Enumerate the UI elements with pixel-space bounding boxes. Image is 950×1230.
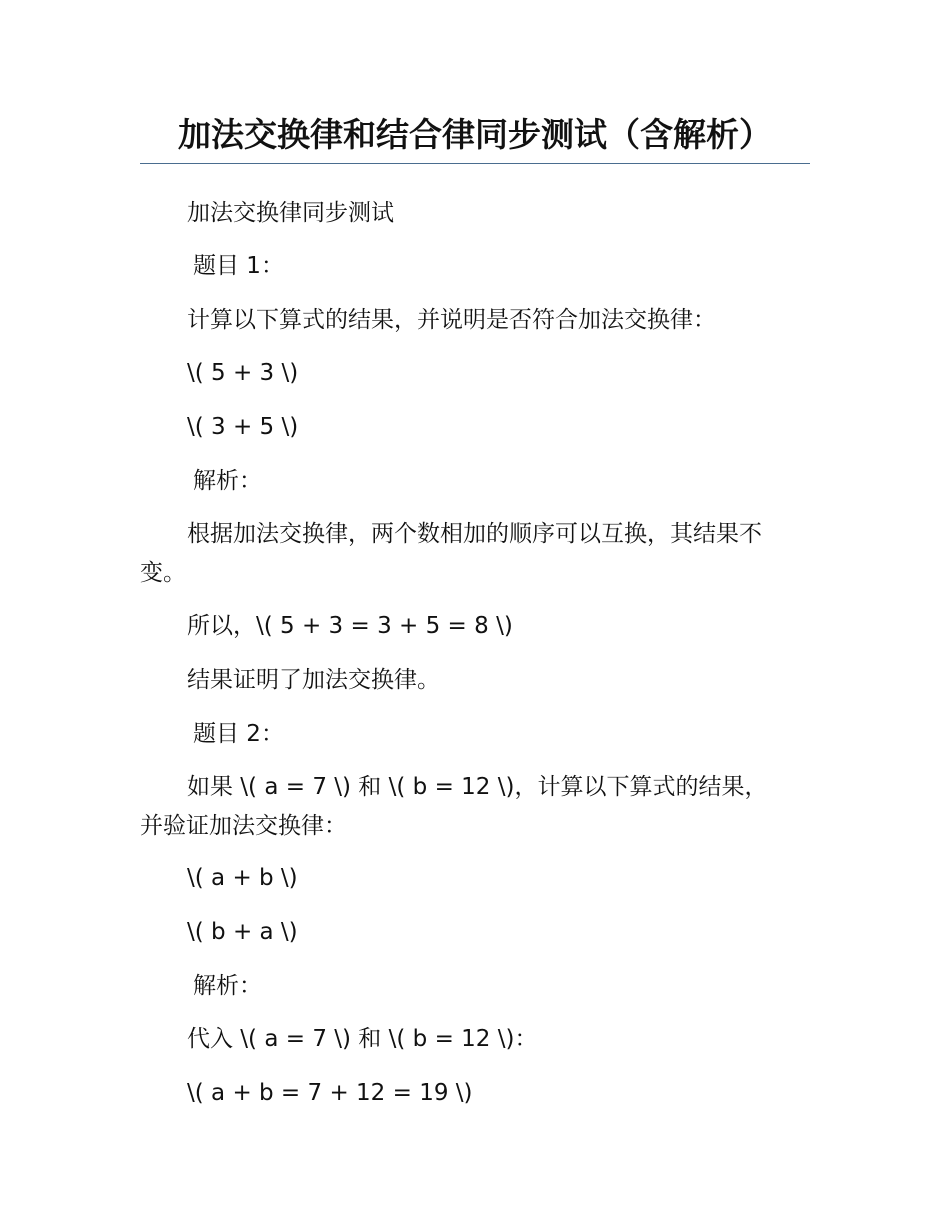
analysis-text-continued: 变。 [140, 560, 186, 586]
substitution-text: 代入 \( a = 7 \) 和 \( b = 12 \)： [187, 1026, 538, 1052]
question-2-label: 题目 2： [193, 721, 284, 747]
question-2-prompt: 如果 \( a = 7 \) 和 \( b = 12 \)，计算以下算式的结果， [187, 774, 768, 800]
section-heading: 加法交换律同步测试 [187, 200, 394, 226]
analysis-text: 根据加法交换律，两个数相加的顺序可以互换，其结果不 [187, 521, 762, 547]
analysis-label: 解析： [193, 973, 262, 999]
question-2-prompt-continued: 并验证加法交换律： [140, 813, 347, 839]
expression-line: \( 3 + 5 \) [187, 414, 299, 440]
question-1-label: 题目 1： [193, 253, 284, 279]
result-equation: \( a + b = 7 + 12 = 19 \) [187, 1080, 473, 1106]
expression-line: \( 5 + 3 \) [187, 360, 299, 386]
conclusion-text: 结果证明了加法交换律。 [187, 667, 440, 693]
result-equation: 所以，\( 5 + 3 = 3 + 5 = 8 \) [187, 613, 513, 639]
expression-line: \( a + b \) [187, 865, 298, 891]
analysis-label: 解析： [193, 468, 262, 494]
document-title: 加法交换律和结合律同步测试（含解析） [178, 115, 772, 154]
title-underline [140, 163, 810, 164]
expression-line: \( b + a \) [187, 919, 298, 945]
question-1-prompt: 计算以下算式的结果，并说明是否符合加法交换律： [187, 307, 716, 333]
